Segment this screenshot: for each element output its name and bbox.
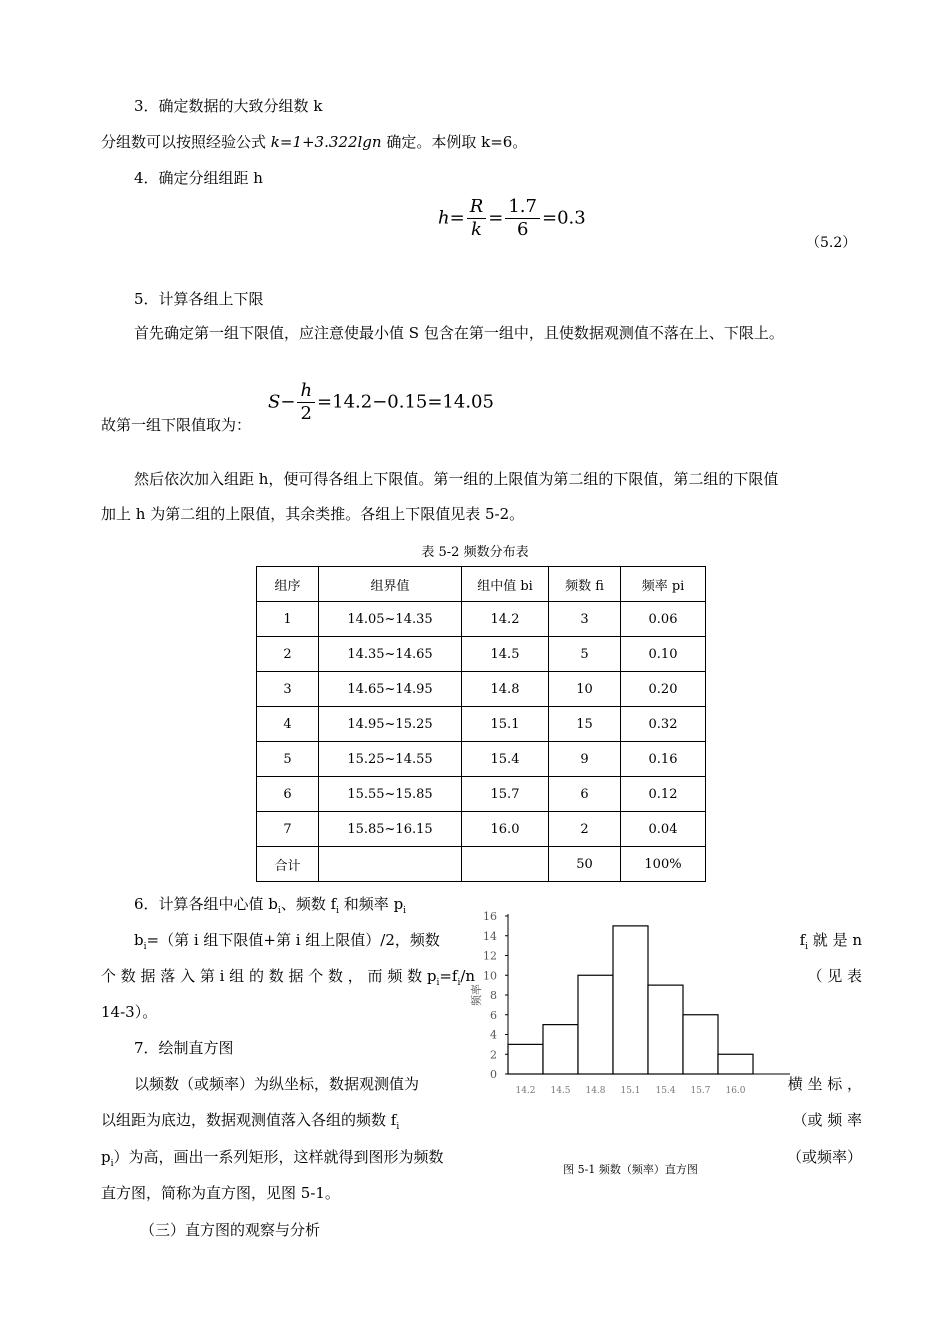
table-cell: 15 [549, 707, 621, 742]
step4-heading: 4．确定分组组距 h [134, 169, 263, 187]
y-tick-label: 6 [490, 1008, 497, 1022]
table-cell: 50 [549, 847, 621, 882]
eq-result: 0.3 [557, 207, 586, 229]
y-tick-label: 12 [483, 949, 497, 963]
histogram-bar [718, 1054, 753, 1074]
x-tick-label: 16.0 [725, 1086, 746, 1096]
table-caption: 表 5-2 频数分布表 [421, 545, 529, 560]
step6-heading: 6．计算各组中心值 $b_i$、频数 $f_i$ 和频率 $p_i$ [134, 895, 407, 916]
step6-line2-right: （ 见 表 [807, 967, 862, 985]
table-cell: 10 [549, 672, 621, 707]
eq-h: h [438, 207, 450, 229]
table-cell: 3 [549, 602, 621, 637]
y-tick-label: 0 [490, 1068, 497, 1081]
table-cell: 5 [257, 742, 319, 777]
table-header: 组界值 [319, 567, 462, 602]
table-cell: 6 [257, 777, 319, 812]
step7-line3-left: $p_i$）为高，画出一系列矩形，这样就得到图形为频数 [101, 1148, 444, 1169]
eq-num2: 1.7 [505, 196, 540, 219]
step5-paragraph2-line2: 加上 h 为第二组的上限值，其余类推。各组上下限值见表 5-2。 [101, 505, 525, 523]
table-cell: 3 [257, 672, 319, 707]
step5-paragraph1: 首先确定第一组下限值，应注意使最小值 S 包含在第一组中，且使数据观测值不落在上、下限上。 [134, 324, 784, 342]
table-cell: 合计 [257, 847, 319, 882]
table-cell: 100% [621, 847, 706, 882]
table-cell [319, 847, 462, 882]
y-tick-label: 14 [483, 929, 497, 943]
table-header: 组序 [257, 567, 319, 602]
step7-line4: 直方图，简称为直方图，见图 5-1。 [101, 1184, 340, 1202]
equation-lower-limit: S− $\frac{h}{2}$ =14.2−0.15=14.05 [268, 380, 494, 424]
section3-heading: （三）直方图的观察与分析 [140, 1221, 321, 1239]
step6-line1-right: $f_i$ 就 是 n [799, 931, 862, 952]
x-tick-label: 14.5 [550, 1086, 571, 1096]
table-cell: 0.12 [621, 777, 706, 812]
histogram-bars [508, 926, 753, 1074]
table-cell: 2 [549, 812, 621, 847]
table-cell: 14.35~14.65 [319, 637, 462, 672]
x-tick-label: 15.1 [620, 1086, 641, 1096]
eq-s: S [268, 391, 281, 413]
table-row [257, 777, 706, 812]
table-row [257, 602, 706, 637]
table-cell [462, 847, 549, 882]
x-tick-label: 14.2 [515, 1086, 536, 1096]
table-cell: 14.8 [462, 672, 549, 707]
step7-line2-right: （或 频 率 [792, 1111, 862, 1129]
step5-label: 故第一组下限值取为： [101, 416, 252, 434]
step7-line1-right: 横 坐 标 ， [787, 1075, 862, 1093]
step6-line2-left: 个 数 据 落 入 第 i 组 的 数 据 个 数 ， 而 频 数 $p_i=f_i/n$ [101, 967, 476, 988]
y-axis-label: 频率 [470, 984, 483, 1006]
table-total-row [257, 847, 706, 882]
step6-line3: 14-3）。 [101, 1003, 158, 1021]
table-cell: 15.4 [462, 742, 549, 777]
histogram-bar [543, 1025, 578, 1074]
table-cell: 6 [549, 777, 621, 812]
step5-paragraph2-line1: 然后依次加入组距 h，便可得各组上下限值。第一组的上限值为第二组的下限值，第二组的下限值 [134, 470, 779, 488]
table-header-row [257, 567, 706, 602]
histogram-bar [648, 985, 683, 1074]
histogram-bar [683, 1015, 718, 1074]
eq-r: R [467, 196, 487, 219]
y-tick-label: 4 [490, 1028, 497, 1042]
table-cell: 9 [549, 742, 621, 777]
x-tick-label: 14.8 [585, 1086, 606, 1096]
step7-line2-left: 以组距为底边，数据观测值落入各组的频数 $f_i$ [101, 1111, 400, 1132]
table-cell: 16.0 [462, 812, 549, 847]
table-header: 频数 fi [549, 567, 621, 602]
eq-h-num: h [297, 380, 315, 403]
histogram-bar [613, 926, 648, 1074]
table-row [257, 707, 706, 742]
table-cell: 7 [257, 812, 319, 847]
table-cell: 15.7 [462, 777, 549, 812]
eq-frac-h2 [297, 380, 315, 425]
table-row [257, 672, 706, 707]
x-tick-label: 15.7 [690, 1086, 711, 1096]
equation-5-2: h= $\frac{R}{k}$ = $\frac{1.7}{6}$ =0.3 [438, 196, 586, 240]
eq-frac-rk [467, 196, 487, 241]
table-row [257, 637, 706, 672]
table-cell: 5 [549, 637, 621, 672]
frequency-table [256, 566, 706, 882]
eq-k: k [471, 219, 482, 240]
table-row [257, 742, 706, 777]
table-cell: 2 [257, 637, 319, 672]
step3-text-b: 确定。本例取 k=6。 [381, 133, 528, 151]
table-cell: 14.65~14.95 [319, 672, 462, 707]
table-cell: 14.2 [462, 602, 549, 637]
table-cell: 0.16 [621, 742, 706, 777]
table-cell: 14.5 [462, 637, 549, 672]
table-row [257, 812, 706, 847]
equation-number: （5.2） [806, 235, 857, 251]
table-cell: 14.95~15.25 [319, 707, 462, 742]
step3-formula: k=1+3.322lgn [270, 133, 382, 151]
step3-paragraph [101, 131, 527, 152]
table-cell: 14.05~14.35 [319, 602, 462, 637]
table-cell: 0.10 [621, 637, 706, 672]
table-cell: 0.20 [621, 672, 706, 707]
eq-rest: =14.2−0.15=14.05 [317, 391, 494, 413]
table-cell: 0.06 [621, 602, 706, 637]
step7-line3-right: （或频率） [786, 1148, 862, 1166]
eq-frac-values [505, 196, 540, 241]
table-cell: 0.04 [621, 812, 706, 847]
y-tick-label: 10 [483, 969, 497, 983]
step3-heading: 3．确定数据的大致分组数 k [134, 97, 323, 115]
histogram-chart [460, 905, 790, 1177]
y-axis-ticks [483, 910, 508, 1081]
histogram-bar [578, 975, 613, 1074]
table-header: 频率 pi [621, 567, 706, 602]
step7-line1-left: 以频数（或频率）为纵坐标，数据观测值为 [134, 1075, 420, 1093]
step3-text-a: 分组数可以按照经验公式 [101, 133, 271, 151]
table-cell: 15.1 [462, 707, 549, 742]
histogram-bar [508, 1044, 543, 1074]
table-cell: 15.25~14.55 [319, 742, 462, 777]
step7-heading: 7．绘制直方图 [134, 1039, 234, 1057]
y-tick-label: 2 [490, 1048, 497, 1062]
step6-line1-left: $b_i=$（第 i 组下限值+第 i 组上限值）/2，频数 [134, 931, 440, 952]
table-cell: 15.55~15.85 [319, 777, 462, 812]
y-tick-label: 8 [490, 989, 497, 1002]
step5-heading: 5．计算各组上下限 [134, 290, 264, 308]
table-cell: 1 [257, 602, 319, 637]
table-cell: 0.32 [621, 707, 706, 742]
x-axis-ticks [515, 1086, 745, 1096]
table-header: 组中值 bi [462, 567, 549, 602]
y-tick-label: 16 [483, 910, 497, 923]
eq-2-den: 2 [300, 403, 312, 424]
table-cell: 15.85~16.15 [319, 812, 462, 847]
eq-den2: 6 [516, 219, 529, 240]
x-tick-label: 15.4 [655, 1086, 676, 1096]
chart-caption: 图 5-1 频数（频率）直方图 [563, 1163, 698, 1176]
table-cell: 4 [257, 707, 319, 742]
